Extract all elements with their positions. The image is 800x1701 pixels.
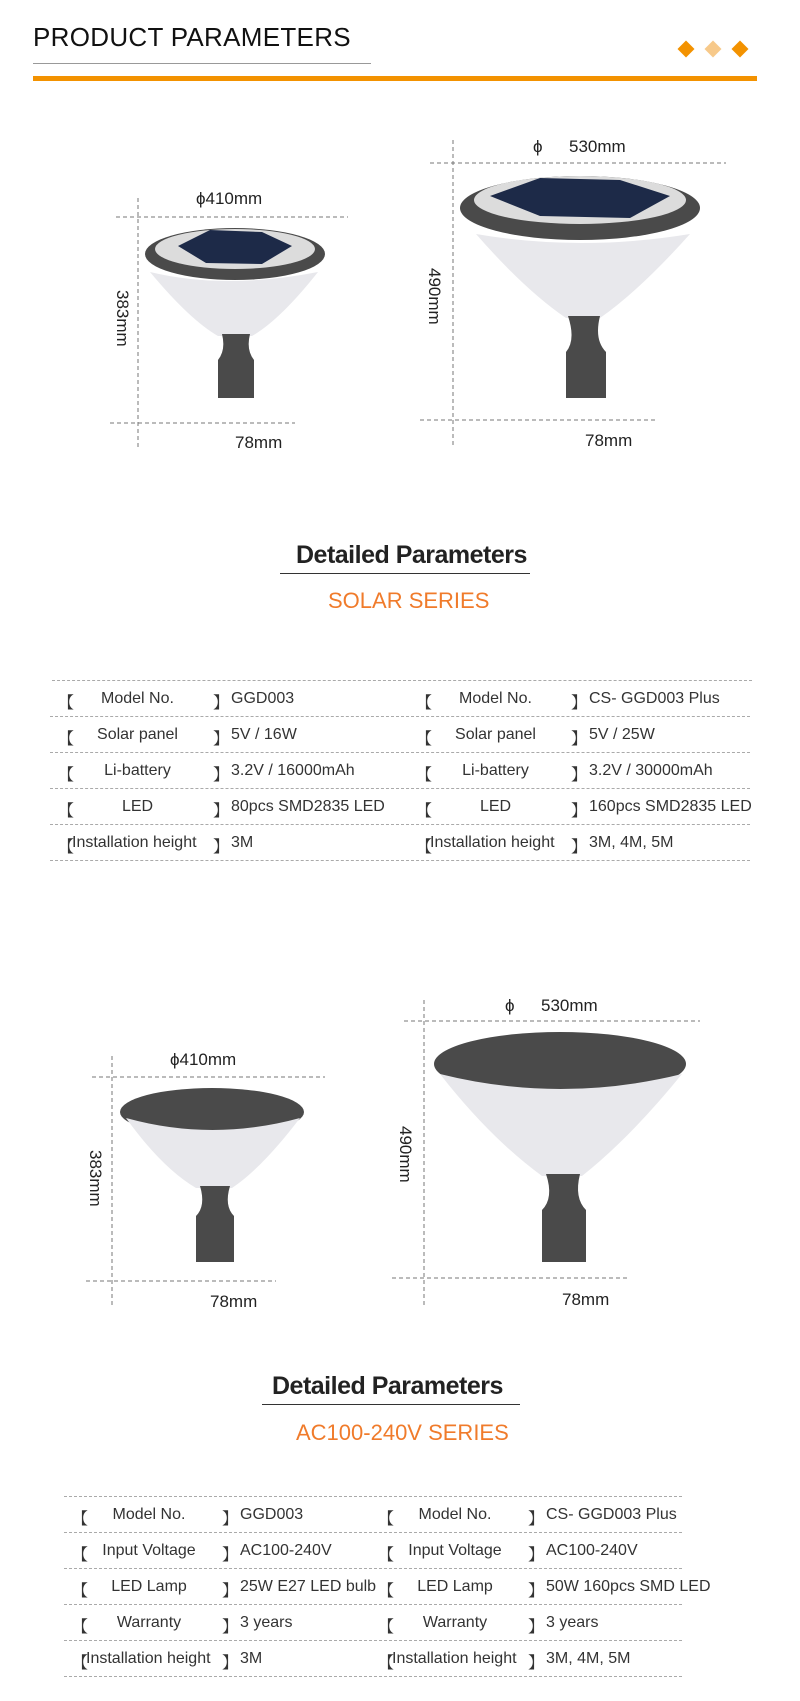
bracket-close: 】 xyxy=(528,1511,545,1528)
param-label: Installation height xyxy=(72,834,197,851)
param-value: AC100-240V xyxy=(546,1542,638,1559)
param-value: 3.2V / 16000mAh xyxy=(231,762,355,779)
param-value: 5V / 25W xyxy=(589,726,655,743)
page-title: PRODUCT PARAMETERS xyxy=(33,22,351,52)
bracket-open: 【 xyxy=(72,1547,89,1564)
height-label: 490mm xyxy=(396,1126,415,1183)
param-label: Warranty xyxy=(116,1614,182,1631)
param-label: LED xyxy=(121,798,154,815)
bracket-close: 】 xyxy=(222,1619,239,1636)
bracket-close: 】 xyxy=(213,839,230,856)
bracket-open: 【 xyxy=(58,767,75,784)
param-value: 160pcs SMD2835 LED xyxy=(589,798,752,815)
bracket-open: 【 xyxy=(378,1547,395,1564)
bracket-close: 】 xyxy=(571,767,588,784)
param-value: 25W E27 LED bulb xyxy=(240,1578,377,1595)
height-label: 383mm xyxy=(86,1150,105,1207)
diameter-label: 530mm xyxy=(541,996,598,1015)
param-label: Warranty xyxy=(422,1614,488,1631)
param-value: 3.2V / 30000mAh xyxy=(589,762,713,779)
bracket-open: 【 xyxy=(378,1655,395,1672)
param-label: LED xyxy=(479,798,512,815)
param-label: Solar panel xyxy=(455,726,536,743)
bracket-open: 【 xyxy=(58,731,75,748)
param-value: 3M xyxy=(231,834,254,851)
base-label: 78mm xyxy=(585,431,633,450)
bracket-open: 【 xyxy=(72,1511,89,1528)
bracket-close: 】 xyxy=(571,839,588,856)
bracket-close: 】 xyxy=(213,803,230,820)
series-subtitle: SOLAR SERIES xyxy=(328,588,490,613)
table-row xyxy=(64,1569,711,1605)
param-label: Installation height xyxy=(392,1650,517,1667)
param-label: LED Lamp xyxy=(111,1578,187,1595)
param-label: LED Lamp xyxy=(417,1578,493,1595)
bracket-close: 】 xyxy=(213,767,230,784)
bracket-open: 【 xyxy=(58,803,75,820)
diameter-symbol: ϕ xyxy=(533,137,543,156)
bracket-open: 【 xyxy=(378,1583,395,1600)
param-label: Model No. xyxy=(418,1506,492,1523)
diameter-label: ϕ410mm xyxy=(170,1050,237,1069)
bracket-open: 【 xyxy=(416,695,433,712)
bracket-close: 】 xyxy=(571,731,588,748)
param-label: Input Voltage xyxy=(102,1542,196,1559)
bracket-open: 【 xyxy=(416,767,433,784)
param-label: Model No. xyxy=(112,1506,186,1523)
bracket-close: 】 xyxy=(222,1511,239,1528)
base-label: 78mm xyxy=(235,433,283,452)
param-label: Input Voltage xyxy=(408,1542,502,1559)
param-label: Solar panel xyxy=(97,726,178,743)
param-label: Li-battery xyxy=(104,762,171,779)
param-label: Model No. xyxy=(459,690,532,707)
bracket-close: 】 xyxy=(213,731,230,748)
bracket-close: 】 xyxy=(222,1655,239,1672)
param-label: Model No. xyxy=(101,690,174,707)
param-value: GGD003 xyxy=(240,1506,304,1523)
param-label: Installation height xyxy=(430,834,555,851)
param-value: AC100-240V xyxy=(240,1542,332,1559)
bracket-close: 】 xyxy=(571,803,588,820)
param-value: 3 years xyxy=(240,1614,293,1631)
table-row xyxy=(64,1533,682,1569)
diameter-label: 530mm xyxy=(569,137,626,156)
bracket-open: 【 xyxy=(58,839,75,856)
param-value: CS- GGD003 Plus xyxy=(546,1506,677,1523)
bracket-open: 【 xyxy=(58,695,75,712)
bracket-close: 】 xyxy=(528,1583,545,1600)
section-heading: Detailed Parameters xyxy=(272,1372,503,1400)
table-row xyxy=(64,1605,682,1641)
bracket-close: 】 xyxy=(222,1583,239,1600)
diameter-symbol: ϕ xyxy=(505,996,515,1015)
param-value: 3 years xyxy=(546,1614,599,1631)
bracket-open: 【 xyxy=(378,1511,395,1528)
bracket-open: 【 xyxy=(72,1655,89,1672)
bracket-open: 【 xyxy=(72,1619,89,1636)
bracket-open: 【 xyxy=(416,839,433,856)
table-row xyxy=(64,1497,682,1533)
bracket-open: 【 xyxy=(378,1619,395,1636)
param-value: 80pcs SMD2835 LED xyxy=(231,798,385,815)
bracket-close: 】 xyxy=(213,695,230,712)
bracket-close: 】 xyxy=(528,1547,545,1564)
heading-underline xyxy=(262,1404,520,1405)
bracket-close: 】 xyxy=(528,1655,545,1672)
param-label: Installation height xyxy=(86,1650,211,1667)
param-value: 3M xyxy=(240,1650,263,1667)
param-value: 3M, 4M, 5M xyxy=(546,1650,631,1667)
param-label: Li-battery xyxy=(462,762,529,779)
table-row xyxy=(64,1641,682,1677)
base-label: 78mm xyxy=(210,1292,258,1311)
param-value: 5V / 16W xyxy=(231,726,297,743)
bracket-close: 】 xyxy=(528,1619,545,1636)
bracket-open: 【 xyxy=(72,1583,89,1600)
height-label: 383mm xyxy=(113,290,132,347)
diameter-label: ϕ410mm xyxy=(196,189,263,208)
param-value: 50W 160pcs SMD LED xyxy=(546,1578,711,1595)
series-subtitle: AC100-240V SERIES xyxy=(296,1420,509,1445)
bracket-open: 【 xyxy=(416,803,433,820)
section-heading: Detailed Parameters xyxy=(296,541,527,569)
param-value: GGD003 xyxy=(231,690,295,707)
bracket-close: 】 xyxy=(571,695,588,712)
height-label: 490mm xyxy=(425,268,444,325)
bracket-open: 【 xyxy=(416,731,433,748)
param-value: 3M, 4M, 5M xyxy=(589,834,674,851)
param-value: CS- GGD003 Plus xyxy=(589,690,720,707)
base-label: 78mm xyxy=(562,1290,610,1309)
bracket-close: 】 xyxy=(222,1547,239,1564)
